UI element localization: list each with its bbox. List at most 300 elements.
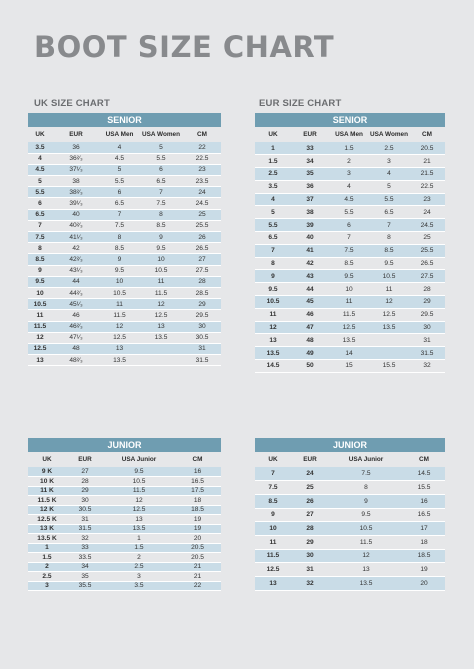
table-cell: 42 [52, 243, 100, 254]
table-cell: 14.5 [255, 360, 291, 373]
table-row [255, 206, 445, 219]
table-cell: 38²⁄₃ [52, 187, 100, 198]
table-row [255, 244, 445, 257]
table-row [255, 522, 445, 536]
table-cell: 35 [66, 572, 104, 582]
table-cell: 25 [409, 232, 445, 245]
table-cell: 38 [291, 206, 329, 219]
table-cell: 2.5 [369, 142, 409, 155]
table-cell: 1.5 [104, 543, 174, 553]
table-cell: 31.5 [66, 524, 104, 534]
table-row [28, 321, 221, 332]
table-cell: 10 [329, 283, 369, 296]
table-cell: 6 [329, 219, 369, 232]
table-cell: 33 [291, 142, 329, 155]
table-cell: 9.5 [329, 508, 403, 522]
table-row [255, 180, 445, 193]
table-row [28, 254, 221, 265]
table-cell: 13.5 [139, 332, 183, 343]
table-cell: 21 [174, 572, 221, 582]
table-cell: 10 [139, 254, 183, 265]
table-cell: 5 [255, 206, 291, 219]
table-cell: 5.5 [329, 206, 369, 219]
table-cell: 16 [174, 467, 221, 477]
table-cell: 13 [139, 321, 183, 332]
table-cell: 22 [183, 142, 221, 153]
table-cell: 24 [409, 206, 445, 219]
table-row [28, 543, 221, 553]
table-cell: 3.5 [28, 142, 52, 153]
table-cell: 12.5 K [28, 515, 66, 525]
table-cell: 5.5 [369, 193, 409, 206]
table-cell: 45¹⁄₃ [52, 299, 100, 310]
table-cell: 8 [139, 209, 183, 220]
table-row [28, 505, 221, 515]
table-cell: 26.5 [183, 243, 221, 254]
table-cell: 12 [255, 321, 291, 334]
table-cell: 19 [403, 563, 445, 577]
table-cell: 11 [255, 535, 291, 549]
column-header: UK [255, 452, 291, 467]
table-cell: 8 [329, 481, 403, 495]
table-caption: JUNIOR [28, 438, 221, 452]
table-cell: 12.5 [329, 321, 369, 334]
table-cell: 30 [409, 321, 445, 334]
table-cell: 20 [174, 534, 221, 544]
table-cell: 27 [66, 467, 104, 477]
table-cell: 6.5 [139, 176, 183, 187]
table-cell: 22 [174, 581, 221, 591]
table-cell: 26 [291, 494, 329, 508]
table-cell: 13.5 [104, 524, 174, 534]
table-cell: 18.5 [174, 505, 221, 515]
table-cell: 7.5 [100, 220, 139, 231]
table-cell: 31 [183, 343, 221, 354]
table-row [28, 486, 221, 496]
table-row [28, 572, 221, 582]
table-cell: 21.5 [409, 168, 445, 181]
table-cell: 12.5 [369, 308, 409, 321]
table-cell: 6 [28, 198, 52, 209]
table-cell: 2 [329, 155, 369, 168]
table-cell: 13 [255, 334, 291, 347]
table-cell: 8 [255, 257, 291, 270]
table-cell: 20.5 [174, 543, 221, 553]
table-cell: 13 [104, 515, 174, 525]
table-cell: 21 [409, 155, 445, 168]
table-cell: 19 [174, 524, 221, 534]
table-cell: 28.5 [183, 287, 221, 298]
table-cell: 44 [291, 283, 329, 296]
table-row [28, 198, 221, 209]
table-cell: 16 [403, 494, 445, 508]
table-cell: 8 [100, 232, 139, 243]
table-cell [369, 347, 409, 360]
table-cell: 31 [291, 563, 329, 577]
table-cell: 1 [28, 543, 66, 553]
table-cell: 11 [255, 308, 291, 321]
table-cell: 9.5 [329, 270, 369, 283]
table-cell: 24 [183, 187, 221, 198]
table-row [255, 232, 445, 245]
table-row [28, 176, 221, 187]
table-cell: 28 [66, 477, 104, 487]
table-cell: 13.5 K [28, 534, 66, 544]
table-cell: 30.5 [183, 332, 221, 343]
table-row [28, 477, 221, 487]
table-row [255, 360, 445, 373]
table-row [255, 308, 445, 321]
table-cell: 35 [291, 168, 329, 181]
table-cell: 29 [291, 535, 329, 549]
table-cell: 5.5 [255, 219, 291, 232]
table-cell: 4 [369, 168, 409, 181]
table-cell: 1.5 [28, 553, 66, 563]
table-cell: 49 [291, 347, 329, 360]
table-cell: 6.5 [255, 232, 291, 245]
table-cell: 35.5 [66, 581, 104, 591]
table-cell: 11 [369, 283, 409, 296]
table-cell: 11 [139, 276, 183, 287]
table-cell: 19 [174, 515, 221, 525]
table-cell: 18 [174, 496, 221, 506]
table-row [255, 494, 445, 508]
table-cell: 7.5 [255, 481, 291, 495]
table-cell: 34 [66, 562, 104, 572]
table-cell: 25 [183, 209, 221, 220]
table-cell: 23.5 [183, 176, 221, 187]
eur-senior-table [255, 113, 445, 373]
column-header: USA Men [329, 127, 369, 142]
table-cell: 13.5 [369, 321, 409, 334]
table-cell: 15 [329, 360, 369, 373]
table-cell: 26 [183, 232, 221, 243]
table-cell: 9 K [28, 467, 66, 477]
table-cell: 11.5 K [28, 496, 66, 506]
table-cell: 10.5 [139, 265, 183, 276]
table-cell: 3.5 [255, 180, 291, 193]
table-cell: 5 [139, 142, 183, 153]
table-cell: 8.5 [28, 254, 52, 265]
page-title: BOOT SIZE CHART [34, 30, 335, 64]
column-header: CM [409, 127, 445, 142]
table-cell: 6.5 [369, 206, 409, 219]
table-cell: 4 [329, 180, 369, 193]
table-cell: 11 K [28, 486, 66, 496]
table-cell: 10 [28, 287, 52, 298]
table-cell: 11.5 [104, 486, 174, 496]
table-cell: 47 [291, 321, 329, 334]
column-header: USA Women [369, 127, 409, 142]
table-row [255, 219, 445, 232]
table-cell: 15.5 [403, 481, 445, 495]
table-cell: 11.5 [100, 310, 139, 321]
table-row [28, 310, 221, 321]
table-row [28, 515, 221, 525]
table-cell: 7 [255, 244, 291, 257]
table-cell: 4 [28, 153, 52, 164]
column-header: EUR [66, 452, 104, 467]
table-row [255, 577, 445, 591]
table-cell: 1.5 [329, 142, 369, 155]
table-caption: JUNIOR [255, 438, 445, 452]
table-cell: 26.5 [409, 257, 445, 270]
table-cell: 3.5 [104, 581, 174, 591]
table-row [255, 535, 445, 549]
table-header-row [28, 127, 221, 142]
table-caption: SENIOR [28, 113, 221, 127]
table-cell: 22.5 [409, 180, 445, 193]
table-cell: 8.5 [369, 244, 409, 257]
uk-section-label: UK SIZE CHART [34, 98, 110, 109]
table-cell: 43 [291, 270, 329, 283]
table-cell: 36 [291, 180, 329, 193]
table-cell: 13 [255, 577, 291, 591]
table-cell: 27.5 [183, 265, 221, 276]
table-row [255, 321, 445, 334]
table-row [255, 283, 445, 296]
table-cell: 42 [291, 257, 329, 270]
table-cell: 29 [183, 299, 221, 310]
table-row [255, 467, 445, 481]
table-cell: 8.5 [139, 220, 183, 231]
table-cell: 8.5 [100, 243, 139, 254]
table-cell: 10 K [28, 477, 66, 487]
table-cell: 4 [100, 142, 139, 153]
table-cell: 30 [66, 496, 104, 506]
table-cell: 12.5 [255, 563, 291, 577]
table-cell: 16.5 [174, 477, 221, 487]
table-row [255, 270, 445, 283]
table-cell: 46 [291, 308, 329, 321]
table-cell: 7.5 [329, 467, 403, 481]
table-cell: 7 [100, 209, 139, 220]
table-cell: 44²⁄₃ [52, 287, 100, 298]
table-cell: 27.5 [409, 270, 445, 283]
table-cell: 28 [409, 283, 445, 296]
table-cell: 32 [409, 360, 445, 373]
table-cell: 27 [183, 254, 221, 265]
table-cell: 12.5 [100, 332, 139, 343]
table-row [28, 187, 221, 198]
table-cell: 4.5 [100, 153, 139, 164]
column-header: EUR [52, 127, 100, 142]
table-cell: 9 [28, 265, 52, 276]
table-cell: 4 [255, 193, 291, 206]
table-cell: 14.5 [403, 467, 445, 481]
table-cell: 31 [66, 515, 104, 525]
table-cell: 2 [104, 553, 174, 563]
column-header: CM [183, 127, 221, 142]
table-row [255, 155, 445, 168]
table-cell: 6.5 [28, 209, 52, 220]
table-cell: 17.5 [174, 486, 221, 496]
table-cell: 29 [66, 486, 104, 496]
table-row [255, 334, 445, 347]
table-cell: 11.5 [28, 321, 52, 332]
table-cell: 15.5 [369, 360, 409, 373]
table-cell: 8.5 [255, 494, 291, 508]
uk-senior-table [28, 113, 221, 366]
table-cell: 1 [104, 534, 174, 544]
table-cell: 9 [139, 232, 183, 243]
table-cell: 43¹⁄₃ [52, 265, 100, 276]
table-header-row [28, 452, 221, 467]
table-cell: 7.5 [139, 198, 183, 209]
table-cell: 25.5 [183, 220, 221, 231]
table-cell: 23 [183, 164, 221, 175]
table-cell: 5.5 [139, 153, 183, 164]
table-cell: 31.5 [409, 347, 445, 360]
table-cell [139, 343, 183, 354]
table-cell: 13.5 [255, 347, 291, 360]
table-cell: 23 [409, 193, 445, 206]
table-row [28, 287, 221, 298]
table-cell: 13.5 [329, 577, 403, 591]
table-cell: 39¹⁄₃ [52, 198, 100, 209]
table-row [28, 276, 221, 287]
table-row [28, 524, 221, 534]
table-cell: 11 [329, 296, 369, 309]
table-cell: 5.5 [100, 176, 139, 187]
table-row [28, 553, 221, 563]
table-cell: 13.5 [329, 334, 369, 347]
table-cell: 2 [28, 562, 66, 572]
table-row [255, 563, 445, 577]
table-cell: 12 [104, 496, 174, 506]
table-cell: 5 [28, 176, 52, 187]
table-header-row [255, 452, 445, 467]
table-row [28, 220, 221, 231]
table-cell: 22.5 [183, 153, 221, 164]
column-header: USA Women [139, 127, 183, 142]
table-cell: 5.5 [28, 187, 52, 198]
table-row [28, 343, 221, 354]
table-row [28, 534, 221, 544]
eur-junior-table [255, 438, 445, 591]
table-cell: 10.5 [100, 287, 139, 298]
table-cell: 13 [28, 355, 52, 366]
table-row [28, 265, 221, 276]
table-cell: 8.5 [329, 257, 369, 270]
table-cell: 8 [28, 243, 52, 254]
table-cell: 2.5 [28, 572, 66, 582]
table-cell: 13 [329, 563, 403, 577]
table-cell: 24.5 [409, 219, 445, 232]
table-row [28, 209, 221, 220]
table-cell: 30 [183, 321, 221, 332]
table-row [255, 142, 445, 155]
table-cell: 13 [100, 343, 139, 354]
table-cell [139, 355, 183, 366]
column-header: EUR [291, 452, 329, 467]
table-cell: 37 [291, 193, 329, 206]
table-cell: 12 [329, 549, 403, 563]
table-cell: 12.5 [139, 310, 183, 321]
table-cell: 11.5 [255, 549, 291, 563]
table-cell: 2.5 [104, 562, 174, 572]
table-cell: 9.5 [28, 276, 52, 287]
table-cell: 9.5 [369, 257, 409, 270]
table-cell: 28 [183, 276, 221, 287]
eur-section-label: EUR SIZE CHART [259, 98, 342, 109]
table-header-row [255, 127, 445, 142]
table-cell: 30 [291, 549, 329, 563]
table-cell: 37¹⁄₃ [52, 164, 100, 175]
table-cell: 40 [52, 209, 100, 220]
table-cell: 5 [100, 164, 139, 175]
table-row [28, 562, 221, 572]
table-cell: 11.5 [139, 287, 183, 298]
table-cell [369, 334, 409, 347]
table-cell: 1.5 [255, 155, 291, 168]
table-cell: 18.5 [403, 549, 445, 563]
table-row [255, 481, 445, 495]
table-cell: 29 [409, 296, 445, 309]
table-cell: 7 [28, 220, 52, 231]
table-cell: 10 [255, 522, 291, 536]
table-cell: 36 [52, 142, 100, 153]
table-cell: 29.5 [409, 308, 445, 321]
table-cell: 6 [139, 164, 183, 175]
table-cell: 36²⁄₃ [52, 153, 100, 164]
table-cell: 48 [291, 334, 329, 347]
table-cell: 10.5 [28, 299, 52, 310]
column-header: EUR [291, 127, 329, 142]
table-cell: 40 [291, 232, 329, 245]
table-cell: 20.5 [409, 142, 445, 155]
table-cell: 11.5 [329, 535, 403, 549]
table-cell: 4.5 [28, 164, 52, 175]
table-cell: 9.5 [100, 265, 139, 276]
table-cell: 3 [104, 572, 174, 582]
table-cell: 7 [369, 219, 409, 232]
column-header: UK [28, 452, 66, 467]
table-cell: 41¹⁄₃ [52, 232, 100, 243]
table-cell: 17 [403, 522, 445, 536]
table-cell: 46²⁄₃ [52, 321, 100, 332]
table-cell: 7 [255, 467, 291, 481]
table-cell: 13.5 [100, 355, 139, 366]
table-cell: 10.5 [329, 522, 403, 536]
table-cell: 9.5 [139, 243, 183, 254]
table-cell: 10.5 [104, 477, 174, 487]
table-cell: 32 [291, 577, 329, 591]
table-cell: 11 [28, 310, 52, 321]
table-cell: 50 [291, 360, 329, 373]
table-cell: 3 [369, 155, 409, 168]
table-cell: 25 [291, 481, 329, 495]
table-cell: 3 [28, 581, 66, 591]
table-cell: 32 [66, 534, 104, 544]
table-row [28, 164, 221, 175]
column-header: CM [403, 452, 445, 467]
table-cell: 9 [255, 270, 291, 283]
table-cell: 25.5 [409, 244, 445, 257]
table-row [255, 508, 445, 522]
table-cell: 24.5 [183, 198, 221, 209]
table-cell: 10.5 [255, 296, 291, 309]
table-caption: SENIOR [255, 113, 445, 127]
table-row [255, 296, 445, 309]
table-cell: 39 [291, 219, 329, 232]
column-header: UK [255, 127, 291, 142]
table-cell: 47¹⁄₃ [52, 332, 100, 343]
table-cell: 45 [291, 296, 329, 309]
table-cell: 6.5 [100, 198, 139, 209]
table-cell: 30.5 [66, 505, 104, 515]
table-cell: 7 [139, 187, 183, 198]
